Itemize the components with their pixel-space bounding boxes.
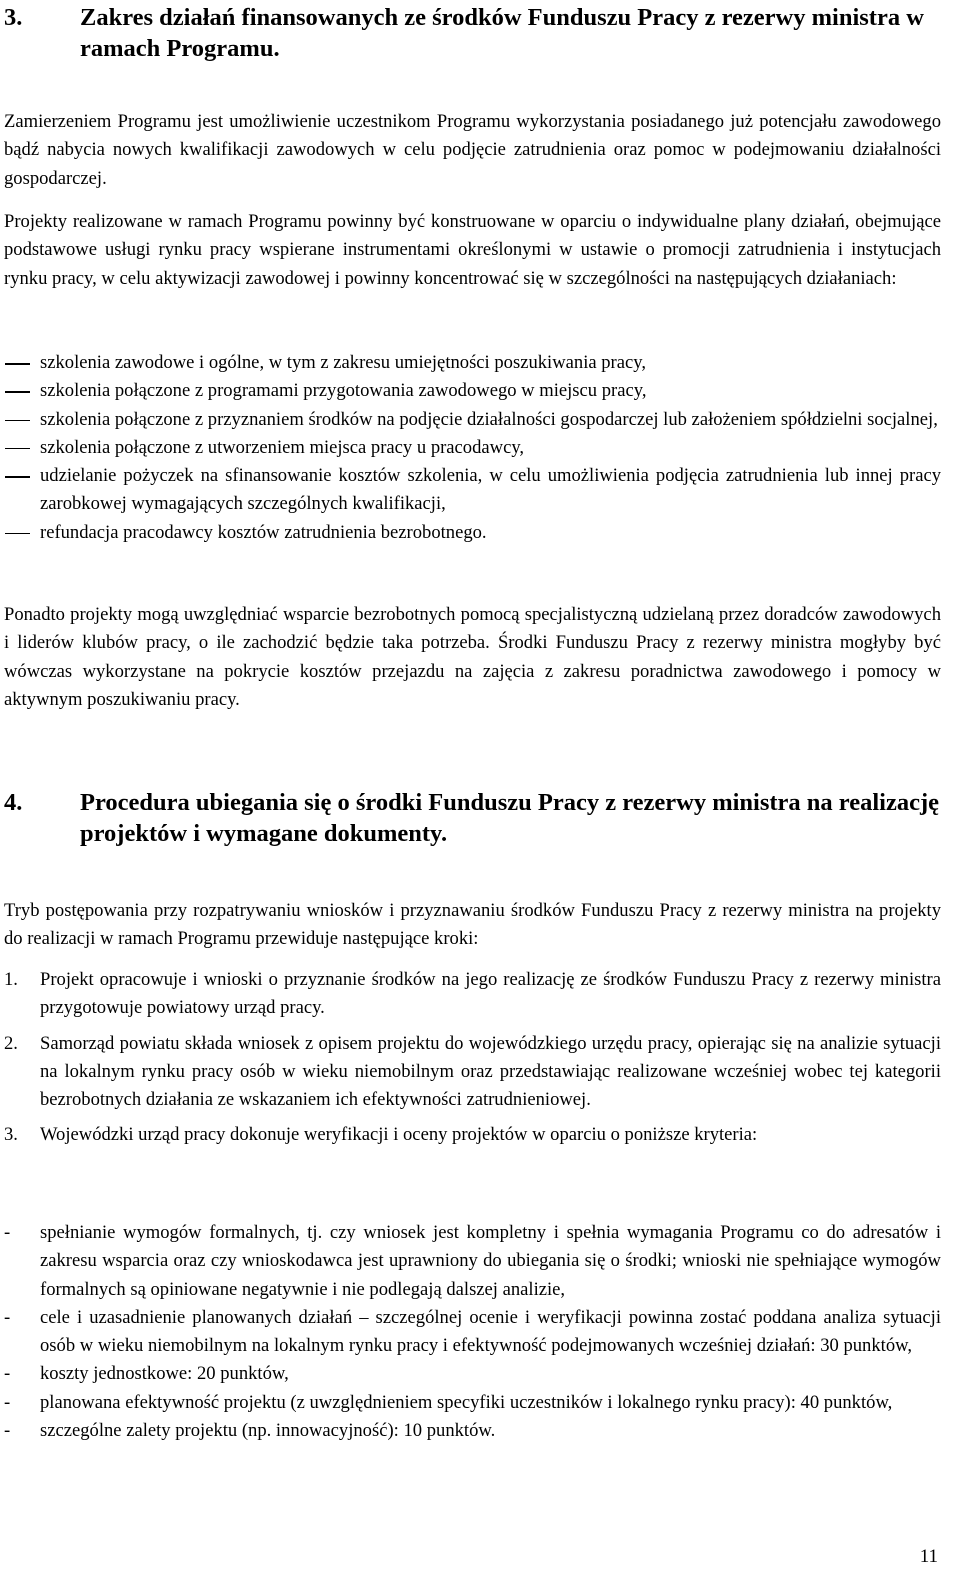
list-item: - planowana efektywność projektu (z uwzględnieniem specyfiki uczestników i lokalnego rynku pracy): 40 punktów, [4,1391,893,1413]
list-item: szkolenia połączone z programami przygotowania zawodowego w miejscu pracy, [0,377,941,405]
page-number: 11 [919,1546,938,1567]
paragraph-projects: Projekty realizowane w ramach Programu powinny być konstruowane w oparciu o indywidualne plany działań, obejmujące podstawowe usługi rynku pracy wspierane instrumentami określonymi w ustawie o promocji zatrudnienia i instytucjach rynku pracy, w celu aktywizacji zawodowej i powinny koncentrować się w szczególności na następujących działaniach: [4,211,941,289]
paragraph-additional-support: Ponadto projekty mogą uwzględniać wsparcie bezrobotnych pomocą specjalistyczną udzielaną przez doradców zawodowych i liderów klubów pracy, o ile zachodzić będzie taka potrzeba. Środki Funduszu Pracy z rezerwy ministra mogłyby być wówczas wykorzystane na pokrycie kosztów przejazdu na zajęcia z zakresu poradnictwa zawodowego i pomocy w aktywnym poszukiwaniu pracy. [4,604,941,710]
list-item: 2. Samorząd powiatu składa wniosek z opisem projektu do wojewódzkiego urzędu pracy, opierając się na analizie sytuacji na lokalnym rynku pracy osób w wieku niemobilnym oraz przedstawiając realizowane wcześniej wobec tej kategorii bezrobotnych działania ze wskazaniem ich efektywności zatrudnieniowej. [4,1032,941,1111]
paragraph-procedure: Tryb postępowania przy rozpatrywaniu wniosków i przyznawaniu środków Funduszu Pracy z rezerwy ministra na projekty do realizacji w ramach Programu przewiduje następujące kroki: [4,900,941,950]
dash-marker [5,476,30,478]
section-4-number: 4. [4,789,23,816]
criteria-list [4,1219,941,1445]
section-3-heading [4,2,944,64]
list-item: 1. Projekt opracowuje i wnioski o przyznanie środków na jego realizację ze środków Funduszu Pracy z rezerwy ministra przygotowuje powiatowy urząd pracy. [4,969,941,1019]
dash-marker [5,420,30,422]
dash-marker [5,391,30,393]
dash-marker [5,363,30,365]
list-item: szkolenia połączone z utworzeniem miejsca pracy u pracodawcy, [0,434,941,462]
list-item: 3. Wojewódzki urząd pracy dokonuje weryfikacji i oceny projektów w oparciu o poniższe kryteria: [4,1124,758,1146]
list-item: szkolenia zawodowe i ogólne, w tym z zakresu umiejętności poszukiwania pracy, [0,349,941,377]
actions-list [0,349,945,547]
dash-marker [5,533,30,535]
list-item: refundacja pracodawcy kosztów zatrudnienia bezrobotnego. [0,519,941,547]
paragraph-intro: Zamierzeniem Programu jest umożliwienie uczestnikom Programu wykorzystania posiadanego już potencjału zawodowego bądź nabycia nowych kwalifikacji zawodowych w celu podjęcie zatrudnienia oraz pomoc w podejmowaniu działalności gospodarczej. [4,111,941,189]
steps-list [4,966,941,1150]
section-4-title: Procedura ubiegania się o środki Funduszu Pracy z rezerwy ministra na realizację projektów i wymagane dokumenty. [80,789,940,847]
section-3-number: 3. [4,4,23,31]
section-3-title: Zakres działań finansowanych ze środków Funduszu Pracy z rezerwy ministra w ramach Programu. [80,4,924,62]
list-item: - koszty jednostkowe: 20 punktów, [4,1363,289,1385]
section-4-heading [4,787,944,849]
list-item: udzielanie pożyczek na sfinansowanie kosztów szkolenia, w celu umożliwienia podjęcia zatrudnienia lub innej pracy zarobkowej wymagających szczególnych kwalifikacji, [0,462,941,519]
list-item: szkolenia połączone z przyznaniem środków na podjęcie działalności gospodarczej lub założeniem spółdzielni socjalnej, [0,406,941,434]
list-item: - szczególne zalety projektu (np. innowacyjność): 10 punktów. [4,1420,496,1442]
list-item: - spełnianie wymogów formalnych, tj. czy wniosek jest kompletny i spełnia wymagania Programu co do adresatów i zakresu wsparcia oraz czy wnioskodawca jest uprawniony do ubiegania się o środki; wnioski nie spełniające wymogów formalnych są opiniowane negatywnie i nie podlegają dalszej analizie, [4,1222,941,1300]
dash-marker [5,448,30,450]
list-item: - cele i uzasadnienie planowanych działań – szczególnej ocenie i weryfikacji powinna zostać poddana analiza sytuacji osób w wieku niemobilnym na lokalnym rynku pracy i efektywność podejmowanych wcześniej działań: 30 punktów, [4,1306,941,1357]
